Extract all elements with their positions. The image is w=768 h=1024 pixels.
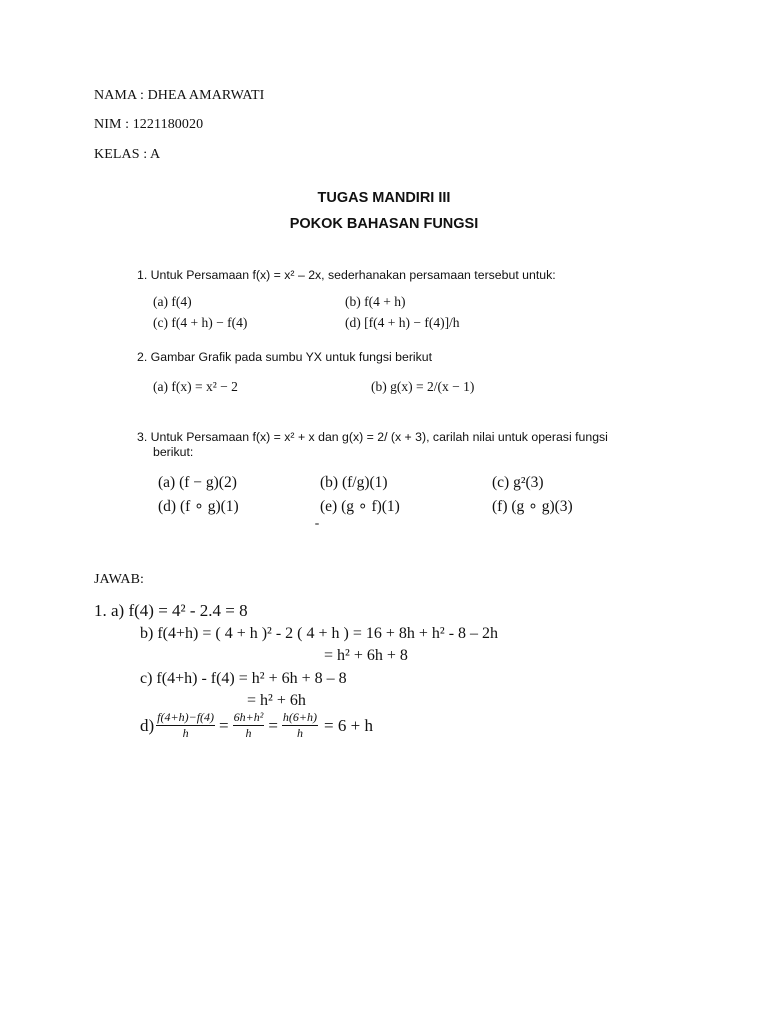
equals-sign-1: = [219, 715, 229, 735]
fraction-1-denominator: h [182, 726, 189, 740]
student-name: NAMA : DHEA AMARWATI [94, 88, 265, 103]
answer-1d-result: = 6 + h [324, 715, 373, 735]
student-class: KELAS : A [94, 147, 161, 162]
answer-1d [140, 711, 377, 740]
fraction-2-numerator: 6h+h² [233, 710, 264, 724]
question-3-option-f: (f) (g ∘ g)(3) [492, 498, 573, 515]
question-2-option-a: (a) f(x) = x² − 2 [153, 379, 238, 394]
answer-1d-label: d) [140, 715, 155, 735]
question-3-option-e: (e) (g ∘ f)(1) [320, 498, 400, 515]
answer-1d-fraction-2 [233, 711, 265, 740]
answer-1b: b) f(4+h) = ( 4 + h )² - 2 ( 4 + h ) = 16 + 8h + h² - 8 – 2h [140, 625, 499, 642]
question-3-option-b: (b) (f/g)(1) [320, 474, 388, 491]
answer-label: JAWAB: [94, 572, 145, 587]
question-1-option-b: (b) f(4 + h) [345, 294, 406, 309]
question-3-text-line2: berikut: [153, 445, 194, 459]
question-2-option-b: (b) g(x) = 2/(x − 1) [371, 379, 475, 394]
question-3-option-d: (d) (f ∘ g)(1) [158, 498, 239, 515]
question-1-option-a: (a) f(4) [153, 294, 192, 309]
fraction-2-denominator: h [245, 726, 252, 740]
fraction-3-denominator: h [296, 726, 303, 740]
question-3-text-line1: 3. Untuk Persamaan f(x) = x² + x dan g(x) = 2/ (x + 3), carilah nilai untuk operasi fungsi [137, 430, 608, 444]
fraction-1-numerator: f(4+h)−f(4) [157, 710, 215, 724]
question-3-option-a: (a) (f − g)(2) [158, 474, 237, 491]
answer-1d-fraction-1 [156, 711, 215, 740]
question-1-option-c: (c) f(4 + h) − f(4) [153, 315, 248, 330]
question-1-text: 1. Untuk Persamaan f(x) = x² – 2x, sederhanakan persamaan tersebut untuk: [137, 268, 556, 282]
assignment-subtitle: POKOK BAHASAN FUNGSI [289, 216, 479, 232]
fraction-3-numerator: h(6+h) [282, 710, 318, 724]
answer-1d-fraction-3 [282, 711, 318, 740]
question-1-option-d: (d) [f(4 + h) − f(4)]/h [345, 315, 460, 330]
answer-1a: 1. a) f(4) = 4² - 2.4 = 8 [94, 601, 248, 620]
student-nim: NIM : 1221180020 [94, 117, 204, 132]
answer-1c: c) f(4+h) - f(4) = h² + 6h + 8 – 8 [140, 670, 347, 687]
equals-sign-2: = [268, 715, 278, 735]
question-3-option-c: (c) g²(3) [492, 474, 544, 491]
assignment-title: TUGAS MANDIRI III [317, 190, 451, 206]
question-2-text: 2. Gambar Grafik pada sumbu YX untuk fungsi berikut [137, 350, 433, 364]
scan-smudge [315, 523, 319, 525]
answer-1b-result: = h² + 6h + 8 [324, 647, 408, 664]
answer-1c-result: = h² + 6h [247, 692, 306, 709]
